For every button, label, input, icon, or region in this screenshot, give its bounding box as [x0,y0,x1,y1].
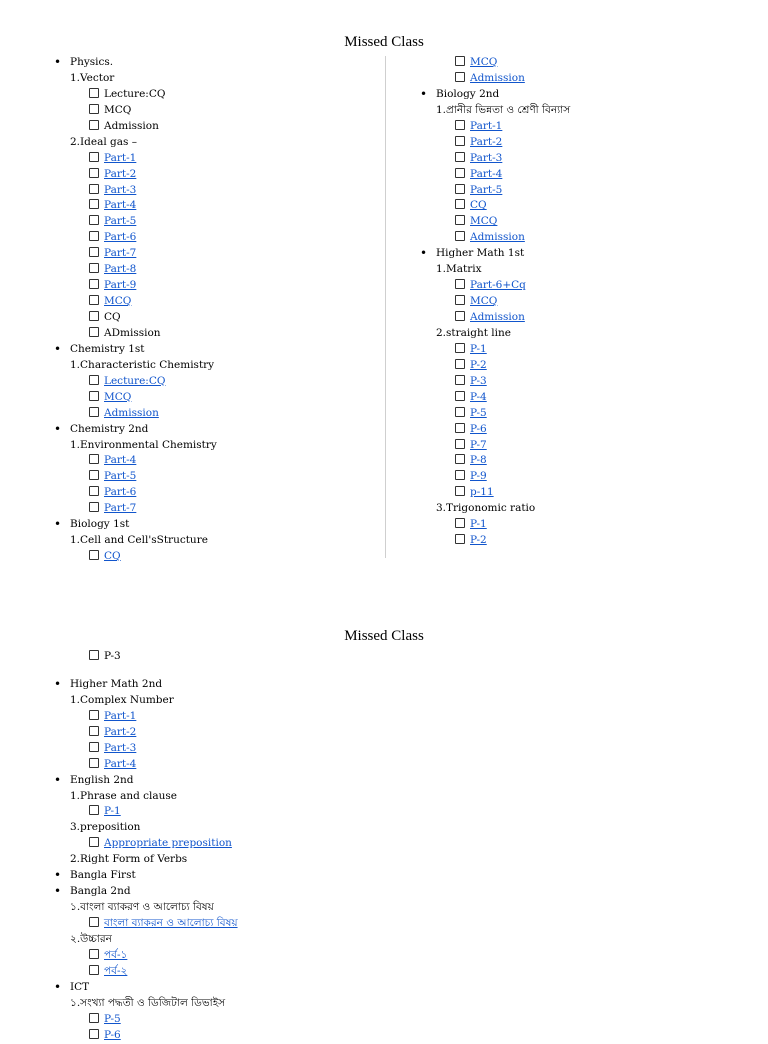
checkbox[interactable] [455,423,465,433]
checklist-item [54,87,374,103]
chapter-label: 1.Phrase and clause [70,789,178,802]
checkbox[interactable] [455,72,465,82]
checkbox[interactable] [89,168,99,178]
checkbox[interactable] [89,152,99,162]
item-link[interactable]: Part-7 [104,502,137,515]
item-link[interactable]: Part-2 [104,167,137,180]
item-link[interactable]: MCQ [470,56,498,68]
checkbox[interactable] [89,1029,99,1039]
item-link[interactable]: p-11 [470,486,494,499]
checklist-item [54,916,714,932]
checklist-item [420,533,740,549]
chapter-label: 1.Matrix [436,263,482,276]
item-link[interactable]: P-1 [470,518,487,531]
item-link[interactable]: Appropriate preposition [104,837,232,850]
checkbox[interactable] [89,726,99,736]
subject-bullet [420,87,740,103]
checkbox[interactable] [455,407,465,417]
item-link[interactable]: Part-6+Cq [470,279,526,292]
checklist-item [54,294,374,310]
item-link[interactable]: P-7 [470,438,487,451]
chapter-label: 2.straight line [436,326,511,339]
item-link[interactable]: MCQ [104,295,132,308]
item-link[interactable]: Part-4 [104,454,137,467]
checkbox[interactable] [455,199,465,209]
chapter-heading [54,820,714,836]
chapter-label: 1.Environmental Chemistry [70,438,217,451]
subject-bullet [54,884,714,900]
item-link[interactable]: বাংলা ব্যাকরন ও আলোচ্য বিষয় [104,917,238,929]
chapter-label: 1.Characteristic Chemistry [70,358,215,371]
item-link[interactable]: Part-3 [104,741,137,754]
column-divider [385,56,386,558]
item-link[interactable]: Admission [470,231,525,244]
item-link[interactable]: P-1 [470,342,487,355]
checklist-item [420,214,740,230]
subject-label: Bangla First [70,869,136,882]
item-link[interactable]: Part-7 [104,247,137,260]
checkbox[interactable] [455,56,465,66]
chapter-heading [54,789,714,805]
subject-bullet [54,422,374,438]
checkbox[interactable] [455,120,465,130]
chapter-heading [420,326,740,342]
item-link[interactable]: Part-4 [104,199,137,212]
item-link[interactable]: Part-1 [104,709,137,722]
checkbox[interactable] [89,407,99,417]
checklist-item [54,310,374,326]
subject-label: Biology 1st [70,518,130,531]
item-link[interactable]: Part-8 [104,263,137,276]
subject-bullet [54,677,714,693]
checklist-item [420,198,740,214]
subject-label: ICT [70,980,90,993]
checklist-item [54,948,714,964]
checklist-item [54,725,714,741]
checklist-item [420,374,740,390]
chapter-label: 1.Vector [70,71,115,84]
chapter-heading [54,71,374,87]
subject-label: Higher Math 2nd [70,677,163,690]
subject-bullet [54,517,374,533]
checklist-item [54,406,374,422]
item-link[interactable]: Admission [470,71,525,84]
checklist-item [54,549,374,565]
checkbox[interactable] [455,439,465,449]
checkbox[interactable] [89,184,99,194]
checkbox[interactable] [89,805,99,815]
checkbox[interactable] [455,518,465,528]
checklist-item [54,804,714,820]
item-label: ADmission [104,326,161,339]
item-link[interactable]: Admission [470,311,525,323]
item-link[interactable]: Part-2 [104,725,137,738]
chapter-label: 1.Cell and Cell'sStructure [70,534,208,547]
item-label: Lecture:CQ [104,87,166,100]
checklist-item [54,649,714,665]
checklist-item [420,119,740,135]
subject-label: Chemistry 1st [70,342,145,355]
item-link[interactable]: P-2 [470,534,487,547]
chapter-heading [54,358,374,374]
subject-bullet [54,980,714,996]
checkbox[interactable] [455,454,465,464]
checklist-item [54,709,714,725]
chapter-heading [54,900,714,916]
checklist-item [54,1028,714,1044]
checkbox[interactable] [89,199,99,209]
checklist-item [54,836,714,852]
checklist-item [420,469,740,485]
checkbox[interactable] [89,917,99,927]
checkbox[interactable] [89,470,99,480]
item-link[interactable]: Part-5 [470,183,503,196]
checklist-item [54,151,374,167]
checklist-item [54,374,374,390]
checklist-item [420,135,740,151]
checkbox[interactable] [455,534,465,544]
item-link[interactable]: P-6 [470,422,487,435]
checklist-item [54,198,374,214]
item-link[interactable]: P-9 [470,470,487,483]
checkbox[interactable] [89,231,99,241]
item-label: P-3 [104,650,121,662]
checklist-item [54,103,374,119]
subject-label: Biology 2nd [436,87,500,100]
item-link[interactable]: Part-5 [104,470,137,483]
checklist-item [420,183,740,199]
item-link[interactable]: Part-4 [470,167,503,180]
checklist-item [54,741,714,757]
page-title: Missed Class [344,34,424,50]
chapter-label: ১.বাংলা ব্যাকরণ ও আলোচ্য বিষয় [70,901,214,914]
chapter-heading [420,262,740,278]
checklist-item [420,71,740,87]
checklist-item [54,167,374,183]
checkbox[interactable] [89,650,99,660]
checklist-item [54,453,374,469]
checklist-item [54,390,374,406]
item-label: MCQ [104,103,132,116]
checklist-item [54,278,374,294]
chapter-label: 3.preposition [70,821,141,834]
checkbox[interactable] [89,327,99,337]
checklist-item [54,326,374,342]
item-link[interactable]: P-3 [470,374,487,387]
checkbox[interactable] [455,375,465,385]
item-link[interactable]: MCQ [104,390,132,403]
item-link[interactable]: CQ [470,199,487,212]
chapter-heading [54,852,714,868]
checklist-item [54,183,374,199]
checkbox[interactable] [455,486,465,496]
item-link[interactable]: Part-6 [104,231,137,244]
chapter-label: 2.Right Form of Verbs [70,853,188,866]
chapter-label: ১.সংখ্যা পদ্ধতী ও ডিজিটাল ডিভাইস [70,996,226,1009]
item-link[interactable]: Part-3 [104,183,137,196]
chapter-label: 2.Ideal gas – [70,135,138,148]
checkbox[interactable] [89,837,99,847]
checkbox[interactable] [455,359,465,369]
item-link[interactable]: CQ [104,550,121,563]
subject-bullet [54,868,714,884]
checkbox[interactable] [89,279,99,289]
checklist-item [54,469,374,485]
checkbox[interactable] [89,391,99,401]
checkbox[interactable] [455,343,465,353]
item-link[interactable]: পর্ব-১ [104,948,128,961]
item-link[interactable]: P-5 [470,406,487,419]
item-link[interactable]: Part-9 [104,279,137,292]
checkbox[interactable] [89,104,99,114]
checkbox[interactable] [89,375,99,385]
item-link[interactable]: P-4 [470,390,487,403]
subject-bullet [54,342,374,358]
item-label: Admission [104,119,159,132]
subject-bullet [420,246,740,262]
checklist-item [420,278,740,294]
item-link[interactable]: Part-3 [470,151,503,164]
chapter-label: 1.প্রানীর ভিন্নতা ও শ্রেণী বিন্যাস [436,103,571,116]
checkbox[interactable] [455,184,465,194]
checklist-item [54,246,374,262]
item-link[interactable]: Admission [104,406,159,419]
chapter-heading [420,501,740,517]
right-column-list [420,55,740,549]
subject-label: Chemistry 2nd [70,422,149,435]
page-title: Missed Class [344,628,424,644]
checklist-item [420,406,740,422]
item-link[interactable]: Part-2 [470,135,503,148]
chapter-heading [420,103,740,119]
item-link[interactable]: P-6 [104,1028,121,1041]
checklist-item [54,214,374,230]
item-link[interactable]: MCQ [470,215,498,228]
subject-bullet [54,55,374,71]
checkbox[interactable] [455,295,465,305]
checklist-item [420,55,740,71]
page2-list [54,649,714,1044]
chapter-heading [54,438,374,454]
checkbox[interactable] [89,88,99,98]
checklist-item [420,294,740,310]
checkbox[interactable] [89,710,99,720]
subject-label: Higher Math 1st [436,247,525,260]
checkbox[interactable] [455,311,465,321]
item-link[interactable]: Part-1 [470,119,503,132]
checkbox[interactable] [89,550,99,560]
checklist-item [420,438,740,454]
checklist-item [420,167,740,183]
item-link[interactable]: Part-4 [104,757,137,770]
checklist-item [420,485,740,501]
item-link[interactable]: P-1 [104,805,121,818]
checkbox[interactable] [89,263,99,273]
item-link[interactable]: Part-1 [104,151,137,164]
checklist-item [420,390,740,406]
checklist-item [420,358,740,374]
item-label: CQ [104,311,121,323]
checklist-item [420,342,740,358]
subject-label: Physics. [70,56,114,68]
checklist-item [420,453,740,469]
chapter-label: 3.Trigonomic ratio [436,502,536,515]
item-link[interactable]: P-8 [470,454,487,467]
chapter-heading [54,693,714,709]
checkbox[interactable] [455,470,465,480]
checkbox[interactable] [455,391,465,401]
spacer [54,665,714,677]
checklist-item [54,485,374,501]
checkbox[interactable] [455,136,465,146]
checkbox[interactable] [89,486,99,496]
checkbox[interactable] [455,279,465,289]
checklist-item [54,757,714,773]
checklist-item [54,119,374,135]
item-link[interactable]: P-5 [104,1012,121,1025]
checklist-item [54,230,374,246]
chapter-heading [54,533,374,549]
checkbox[interactable] [89,215,99,225]
checklist-item [420,422,740,438]
item-link[interactable]: P-2 [470,358,487,371]
checklist-item [420,230,740,246]
checkbox[interactable] [89,758,99,768]
chapter-heading [54,932,714,948]
chapter-heading [54,135,374,151]
chapter-label: 1.Complex Number [70,693,174,706]
checkbox[interactable] [89,965,99,975]
checkbox[interactable] [89,949,99,959]
item-link[interactable]: Part-6 [104,486,137,499]
checklist-item [54,501,374,517]
checklist-item [420,310,740,326]
checkbox[interactable] [89,311,99,321]
checklist-item [54,262,374,278]
checkbox[interactable] [89,295,99,305]
checklist-item [54,964,714,980]
subject-bullet [54,773,714,789]
checklist-item [54,1012,714,1028]
chapter-heading [54,996,714,1012]
checkbox[interactable] [89,247,99,257]
checkbox[interactable] [89,502,99,512]
subject-label: English 2nd [70,773,134,786]
checkbox[interactable] [89,1013,99,1023]
checkbox[interactable] [89,120,99,130]
item-link[interactable]: Part-5 [104,215,137,228]
checkbox[interactable] [89,454,99,464]
item-link[interactable]: Lecture:CQ [104,374,166,387]
item-link[interactable]: MCQ [470,295,498,308]
checkbox[interactable] [89,742,99,752]
subject-label: Bangla 2nd [70,885,131,898]
checkbox[interactable] [455,152,465,162]
checkbox[interactable] [455,215,465,225]
checklist-item [420,517,740,533]
checkbox[interactable] [455,168,465,178]
chapter-label: ২.উচ্চারন [70,932,112,945]
left-column-list [54,55,374,565]
checkbox[interactable] [455,231,465,241]
item-link[interactable]: পর্ব-২ [104,964,128,977]
checklist-item [420,151,740,167]
